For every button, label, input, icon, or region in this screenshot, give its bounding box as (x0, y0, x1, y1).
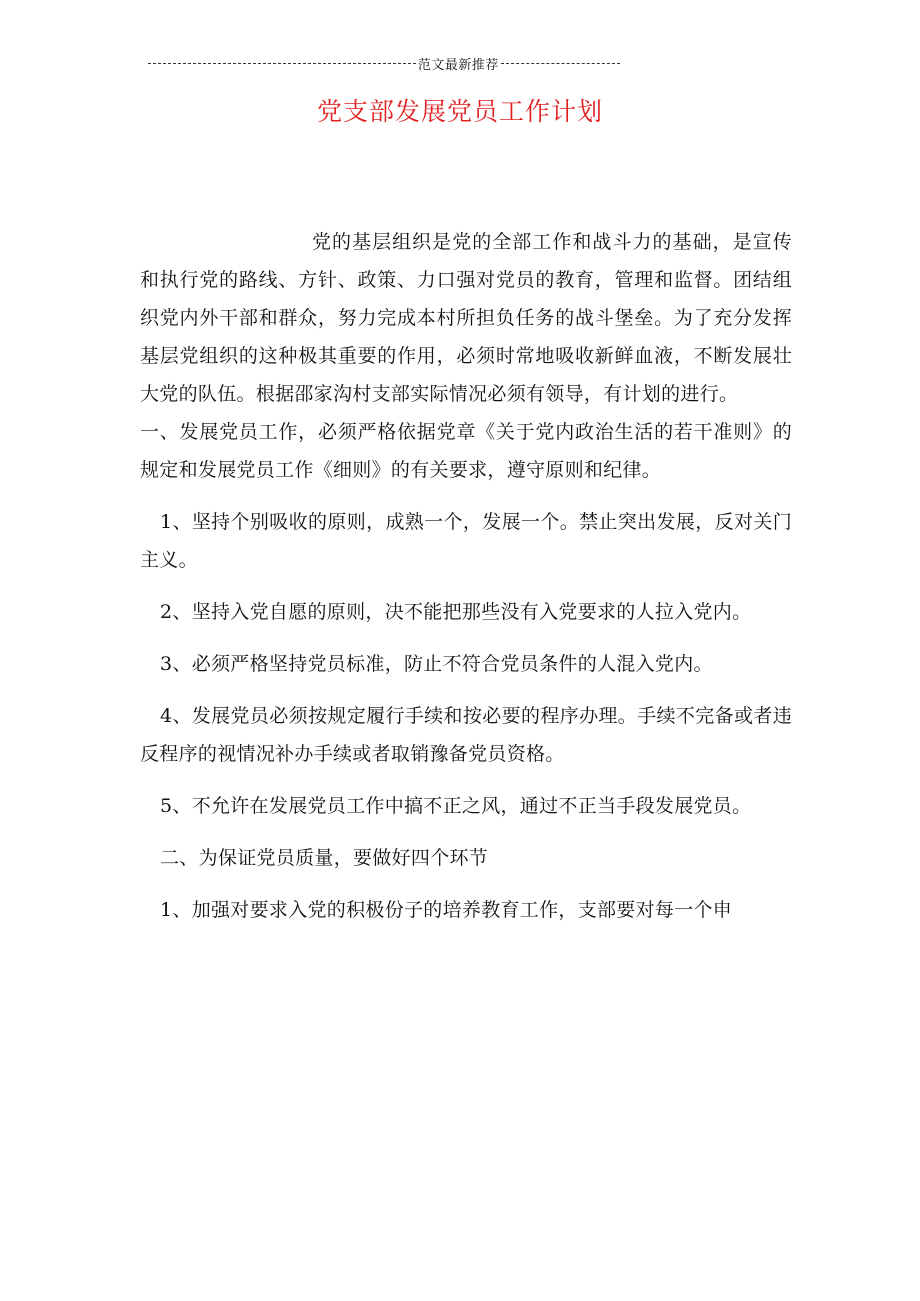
paragraph-section-one: 一、发展党员工作，必须严格依据党章《关于党内政治生活的若干准则》的规定和发展党员工作《细则》的有关要求，遵守原则和纪律。 (140, 421, 792, 481)
header-dash-left (148, 63, 416, 64)
paragraph-item-3: 3、必须严格坚持党员标准，防止不符合党员条件的人混入党内。 (160, 653, 713, 675)
paragraph-section-two: 二、为保证党员质量，要做好四个环节 (160, 847, 489, 869)
paragraph-item-5: 5、不允许在发展党员工作中搞不正之风，通过不正当手段发展党员。 (160, 795, 752, 817)
paragraph-item-4: 4、发展党员必须按规定履行手续和按必要的程序办理。手续不完备或者违反程序的视情况补办手续或者取销豫备党员资格。 (140, 705, 792, 765)
paragraph-section-two-item-1: 1、加强对要求入党的积极份子的培养教育工作，支部要对每一个申 (160, 899, 733, 921)
paragraph-item-1: 1、坚持个别吸收的原则，成熟一个，发展一个。禁止突出发展，反对关门主义。 (140, 511, 792, 571)
document-title: 党支部发展党员工作计划 (316, 97, 603, 126)
header-label: 范文最新推荐 (417, 57, 499, 73)
paragraph-intro: 党的基层组织是党的全部工作和战斗力的基础，是宣传和执行党的路线、方针、政策、力口强对党员的教育，管理和监督。团结组织党内外干部和群众，努力完成本村所担负任务的战斗堡垒。为了充分发挥基层党组织的这种极其重要的作用，必须时常地吸收新鲜血液，不断发展壮大党的队伍。根据邵家沟村支部实际情况必须有领导，有计划的进行。 (140, 231, 792, 405)
document-body (140, 223, 792, 929)
header-rule (148, 54, 620, 72)
header-dash-right (501, 63, 620, 64)
paragraph-item-2: 2、坚持入党自愿的原则，决不能把那些没有入党要求的人拉入党内。 (160, 601, 752, 623)
